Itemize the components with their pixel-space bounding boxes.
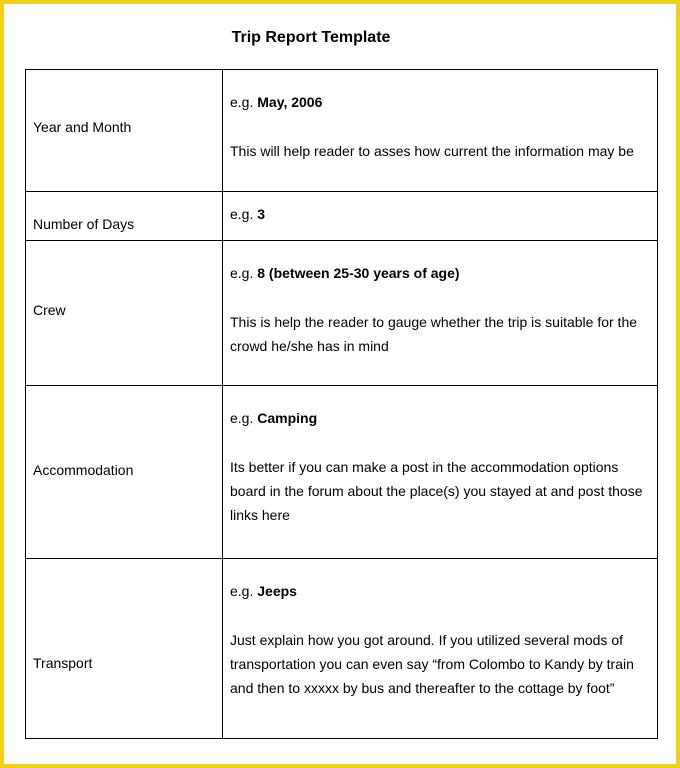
example-value: May, 2006 [257, 94, 323, 110]
example-line [230, 261, 649, 285]
row-description: This will help reader to asses how current the information may be [230, 143, 634, 159]
example-prefix: e.g. [230, 583, 258, 599]
row-value [223, 559, 658, 739]
example-prefix: e.g. [230, 410, 258, 426]
row-label: Year and Month [26, 70, 223, 192]
row-value [223, 386, 658, 559]
row-label: Transport [26, 559, 223, 739]
table-row [26, 192, 658, 241]
row-value [223, 192, 658, 241]
example-prefix: e.g. [230, 265, 258, 281]
example-value: Camping [257, 410, 318, 426]
row-description: Its better if you can make a post in the accommodation options board in the forum about the place(s) you stayed at and post those links here [230, 459, 643, 523]
row-value [223, 70, 658, 192]
table-row [26, 559, 658, 739]
example-line [230, 406, 649, 430]
example-value: 8 (between 25-30 years of age) [257, 265, 460, 281]
trip-report-table [25, 69, 658, 739]
example-line [230, 202, 649, 226]
example-value: Jeeps [257, 583, 297, 599]
example-value: 3 [257, 206, 266, 222]
row-label: Crew [26, 241, 223, 386]
row-value [223, 241, 658, 386]
document-title: Trip Report Template [231, 29, 391, 46]
table-row [26, 70, 658, 192]
table-row [26, 386, 658, 559]
example-prefix: e.g. [230, 206, 258, 222]
table-row [26, 241, 658, 386]
row-label: Number of Days [26, 192, 223, 241]
row-description: This is help the reader to gauge whether the trip is suitable for the crowd he/she has in mind [230, 314, 638, 354]
example-line [230, 579, 649, 603]
row-description: Just explain how you got around. If you utilized several mods of transportation you can even say “from Colombo to Kandy by train and then to xxxxx by bus and thereafter to the cottage by foot” [230, 632, 634, 696]
row-label: Accommodation [26, 386, 223, 559]
example-line [230, 90, 649, 114]
example-prefix: e.g. [230, 94, 258, 110]
